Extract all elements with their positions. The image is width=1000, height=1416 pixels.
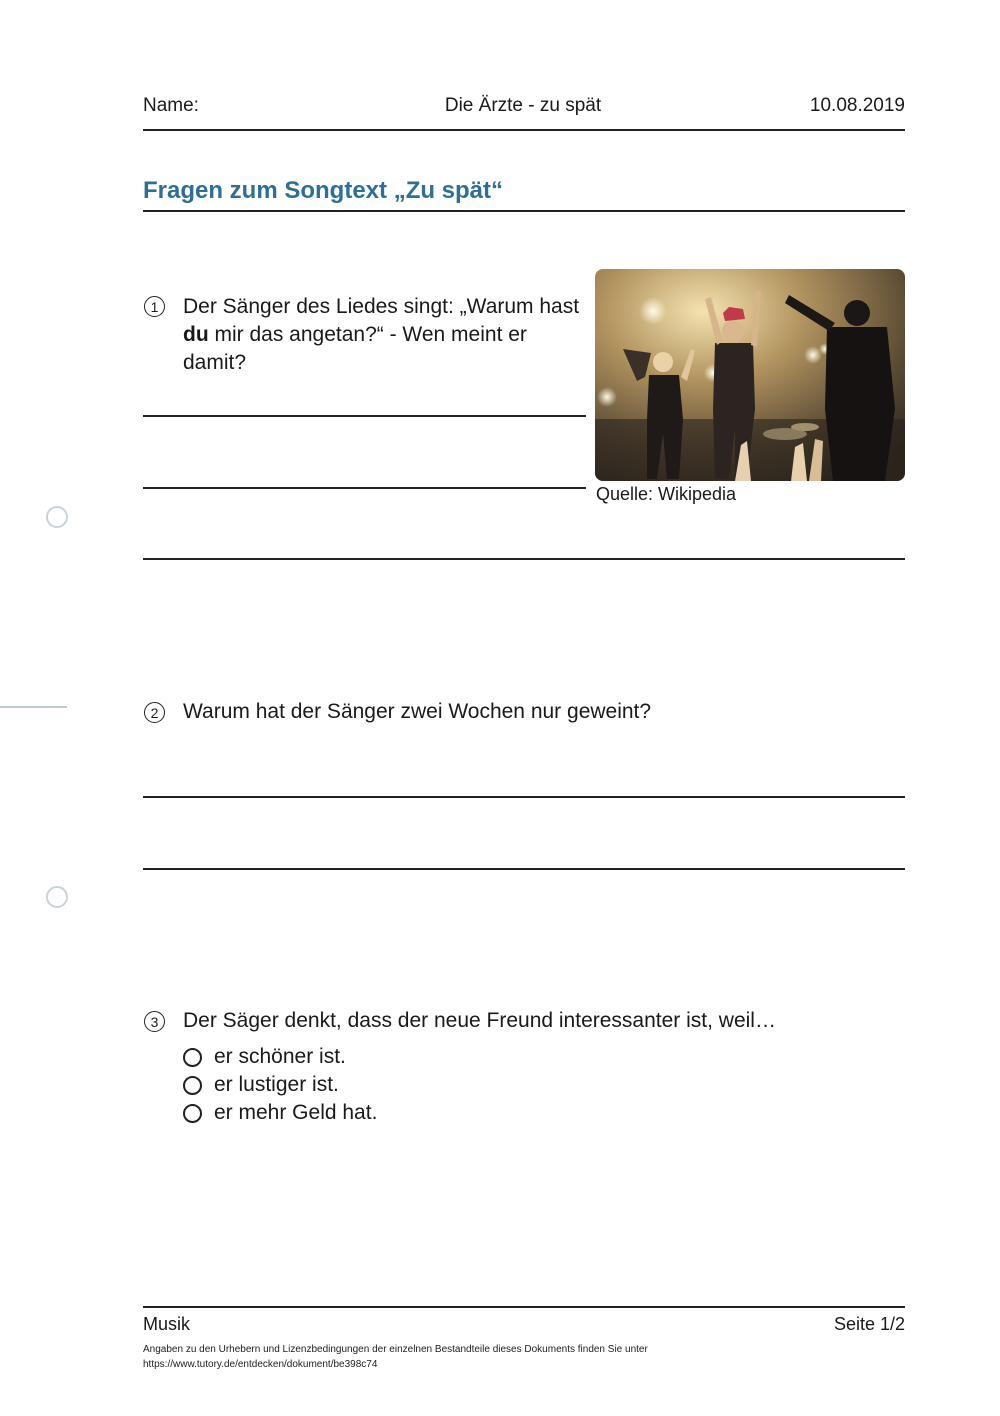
question-3-number: 3	[144, 1011, 165, 1032]
answer-line-1b[interactable]	[143, 487, 586, 489]
footer-page-number: Seite 1/2	[833, 1314, 905, 1334]
punch-hole-top	[46, 506, 68, 528]
question-3-text: Der Säger denkt, dass der neue Freund interessanter ist, weil…	[183, 1009, 776, 1032]
option-2[interactable]	[183, 1073, 339, 1097]
fold-mark	[0, 706, 67, 708]
license-notice: Angaben zu den Urhebern und Lizenzbedingungen der einzelnen Bestandteile dieses Dokuments finden Sie unter	[143, 1344, 648, 1355]
title-rule	[143, 210, 905, 212]
question-1-text: Der Sänger des Liedes singt: „Warum hast du mir das angetan?“ - Wen meint er damit?	[183, 295, 580, 374]
concert-photo	[595, 269, 905, 481]
radio-circle-icon[interactable]	[183, 1104, 202, 1123]
option-2-label: er lustiger ist.	[214, 1073, 339, 1096]
footer-rule	[143, 1306, 905, 1308]
image-caption: Quelle: Wikipedia	[596, 484, 737, 504]
header-rule	[143, 129, 905, 131]
radio-circle-icon[interactable]	[183, 1076, 202, 1095]
radio-circle-icon[interactable]	[183, 1048, 202, 1067]
question-2-number: 2	[144, 702, 165, 723]
worksheet-title: Fragen zum Songtext „Zu spät“	[143, 177, 504, 204]
answer-line-1c[interactable]	[143, 558, 905, 560]
punch-hole-bottom	[46, 886, 68, 908]
license-link[interactable]: https://www.tutory.de/entdecken/dokument/be398c74	[143, 1359, 378, 1370]
question-2-text: Warum hat der Sänger zwei Wochen nur geweint?	[183, 700, 652, 723]
option-1[interactable]	[183, 1045, 346, 1069]
option-1-label: er schöner ist.	[214, 1045, 346, 1068]
answer-line-1a[interactable]	[143, 415, 586, 417]
document-title: Die Ärzte - zu spät	[444, 95, 602, 116]
question-1-number: 1	[144, 296, 165, 317]
document-date: 10.08.2019	[809, 95, 905, 116]
answer-line-2a[interactable]	[143, 796, 905, 798]
option-3[interactable]	[183, 1101, 377, 1125]
name-label: Name:	[143, 95, 199, 116]
answer-line-2b[interactable]	[143, 868, 905, 870]
footer-subject: Musik	[143, 1314, 191, 1334]
option-3-label: er mehr Geld hat.	[214, 1101, 378, 1124]
